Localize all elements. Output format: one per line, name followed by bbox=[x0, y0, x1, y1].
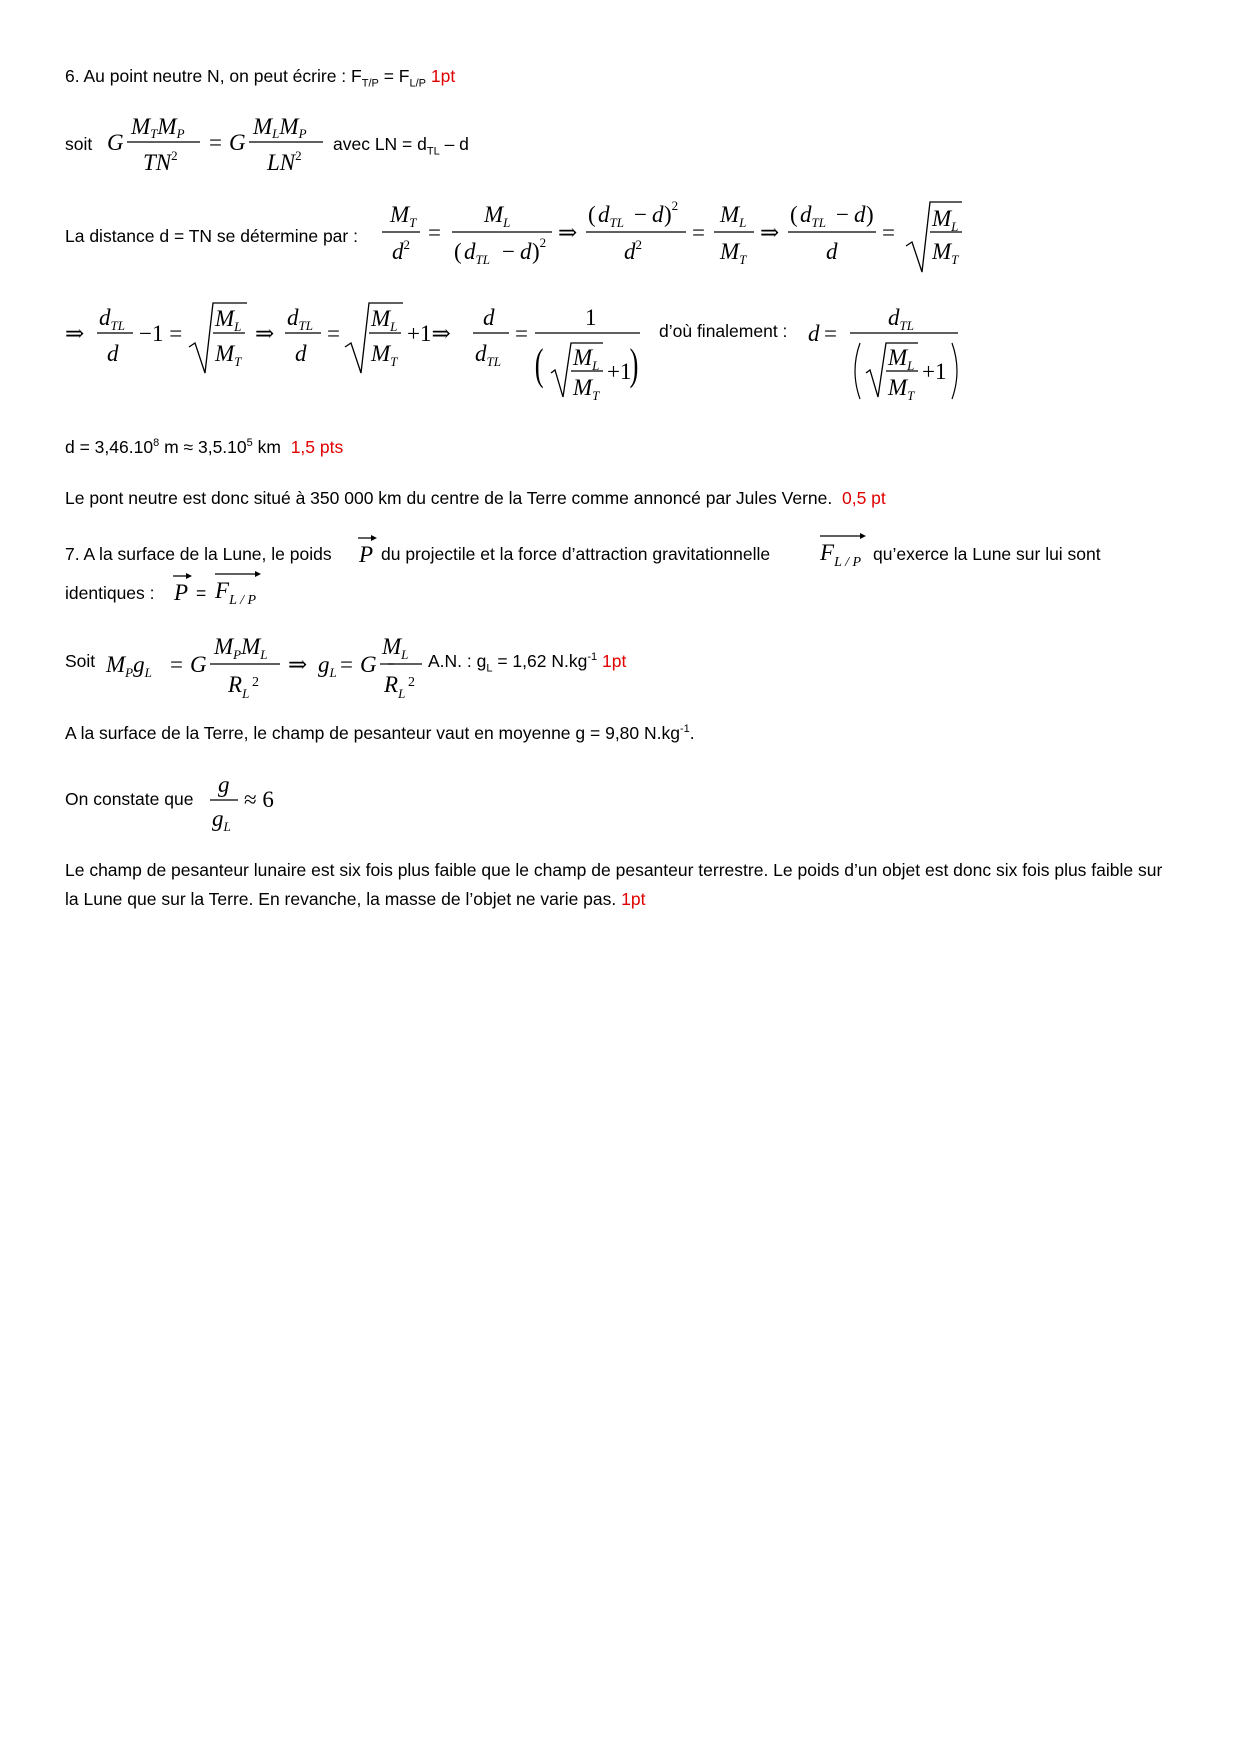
result-b: m ≈ 3,5.10 bbox=[159, 437, 247, 457]
svg-text:=: = bbox=[209, 130, 222, 155]
svg-text:MT: $M_T$ bbox=[390, 202, 417, 230]
equation-gravitational-equality bbox=[105, 110, 330, 176]
svg-text:)2: )$^2$ bbox=[532, 235, 547, 264]
svg-text:(: ( bbox=[454, 239, 462, 264]
equals: = bbox=[378, 66, 399, 86]
svg-text:=: = bbox=[327, 321, 340, 346]
svg-text:ML: $M_L$ bbox=[484, 202, 511, 230]
q7-intro-b: du projectile et la force d’attraction gravitationnelle bbox=[381, 544, 771, 564]
svg-text:)2: )$^2$ bbox=[664, 198, 679, 227]
soit-label: soit bbox=[65, 134, 93, 154]
svg-text:(: ( bbox=[534, 340, 544, 389]
svg-text:=: = bbox=[428, 220, 441, 245]
svg-text:): ) bbox=[866, 202, 874, 227]
result-exp2: 5 bbox=[246, 437, 253, 450]
svg-text:⇒: ⇒ bbox=[65, 321, 85, 346]
earth-exp: -1 bbox=[680, 723, 690, 736]
force-tp-sub: T/P bbox=[361, 77, 379, 90]
equation-distance-derivation bbox=[380, 196, 970, 276]
svg-text:g: g bbox=[218, 772, 230, 797]
svg-text:ML: $M_L$ bbox=[932, 206, 959, 234]
svg-text:dTL: $d_{TL}$ bbox=[99, 305, 125, 333]
svg-text:G: G bbox=[190, 652, 207, 677]
avec-ln-sub: TL bbox=[426, 145, 440, 158]
q7-intro-a: 7. A la surface de la Lune, le poids bbox=[65, 544, 332, 564]
svg-text:≈ 6: ≈ 6 bbox=[244, 787, 274, 812]
svg-text:1: 1 bbox=[585, 305, 597, 330]
svg-text:G: G bbox=[107, 130, 124, 155]
svg-text:d: d bbox=[295, 341, 307, 366]
svg-text:−: − bbox=[836, 202, 849, 227]
svg-text:ML: $M_L$ bbox=[720, 202, 747, 230]
an-sub: L bbox=[486, 662, 493, 675]
svg-text:−: − bbox=[634, 202, 647, 227]
neutral-points: 0,5 pt bbox=[841, 488, 886, 508]
svg-text:(: ( bbox=[588, 202, 596, 227]
svg-text:MLMP: MLMP bbox=[253, 114, 307, 141]
svg-text:=: = bbox=[692, 220, 705, 245]
q7-intro-c: qu’exerce la Lune sur lui sont bbox=[873, 544, 1101, 564]
svg-text:⇒: ⇒ bbox=[288, 652, 308, 677]
svg-text:MT: $M_T$ bbox=[720, 239, 747, 267]
q6-points: 1pt bbox=[430, 66, 456, 86]
svg-text:MTMP: MTMP bbox=[131, 114, 185, 141]
q6-intro-line bbox=[65, 66, 455, 90]
force-lp-vector bbox=[818, 528, 870, 572]
equation-moon-gravity-tail bbox=[384, 628, 428, 704]
avec-ln-b: – d bbox=[439, 134, 469, 154]
svg-text:−1 =: −1 = bbox=[139, 321, 183, 346]
svg-text:): ) bbox=[629, 340, 639, 389]
avec-ln-a: avec LN = d bbox=[333, 134, 427, 154]
finally-text: d’où finalement : bbox=[659, 321, 788, 341]
svg-text:MT: $M_T$ bbox=[215, 341, 242, 369]
svg-text:+1: +1 bbox=[607, 359, 632, 384]
svg-text:d: d bbox=[808, 321, 820, 346]
svg-text:d2: $d^2$ bbox=[624, 237, 642, 264]
svg-text:MPML: $M_PM_L$ bbox=[214, 634, 268, 662]
equation-ratio-steps bbox=[65, 295, 665, 407]
svg-text:ML: $M_L$ bbox=[371, 306, 398, 334]
an-b: = 1,62 N.kg bbox=[492, 651, 588, 671]
svg-text:dTL: $d_{TL}$ bbox=[800, 202, 826, 230]
svg-text:gL: $g_L$ bbox=[212, 806, 231, 834]
conclusion-points: 1pt bbox=[621, 889, 646, 909]
q7-ident-a: identiques : bbox=[65, 583, 155, 603]
svg-text:d: d bbox=[107, 341, 119, 366]
svg-text:P: P bbox=[359, 542, 374, 567]
force-lp: F bbox=[398, 66, 410, 86]
svg-text:G: G bbox=[360, 652, 377, 677]
distance-text: La distance d = TN se détermine par : bbox=[65, 226, 358, 246]
force-tp: F bbox=[351, 66, 362, 86]
svg-text:⇒: ⇒ bbox=[255, 321, 275, 346]
svg-text:dTL: $d_{TL}$ bbox=[287, 305, 313, 333]
an-a: A.N. : g bbox=[428, 651, 487, 671]
svg-text:d2: $d^2$ bbox=[392, 237, 410, 264]
earth-a: A la surface de la Terre, le champ de pesanteur vaut en moyenne g = 9,80 N.kg bbox=[65, 723, 680, 743]
svg-text:ML: $M_L$ bbox=[382, 634, 409, 662]
svg-text:dTL: $d_{TL}$ bbox=[464, 239, 490, 267]
svg-text:−: − bbox=[502, 239, 515, 264]
svg-text:d: d bbox=[483, 305, 495, 330]
svg-text:+1⇒: +1⇒ bbox=[407, 321, 451, 346]
svg-text:dTL: $d_{TL}$ bbox=[888, 305, 914, 333]
constate-text: On constate que bbox=[65, 789, 194, 809]
an-exp: -1 bbox=[587, 651, 598, 664]
svg-text:=: = bbox=[170, 652, 183, 677]
svg-text:LN2: $LN^2$ bbox=[267, 148, 302, 175]
svg-text:TN2: $TN^2$ bbox=[143, 148, 178, 175]
neutral-text: Le pont neutre est donc situé à 350 000 km du centre de la Terre comme annoncé par Jules Verne. bbox=[65, 488, 833, 508]
svg-text:(: ( bbox=[790, 202, 798, 227]
avec-ln-text bbox=[333, 134, 469, 158]
conclusion-paragraph bbox=[65, 856, 1175, 914]
svg-text:RL: $R_L$ bbox=[228, 672, 250, 701]
q7-soit: Soit bbox=[65, 651, 96, 671]
svg-text:dTL: $d_{TL}$ bbox=[475, 341, 501, 369]
svg-text:d: d bbox=[826, 239, 838, 264]
force-lp-vector-2 bbox=[213, 566, 265, 610]
svg-text:ML: $M_L$ bbox=[215, 306, 242, 334]
result-exp1: 8 bbox=[153, 437, 160, 450]
result-c: km bbox=[252, 437, 281, 457]
an-points: 1pt bbox=[602, 651, 627, 671]
svg-text:FL / P: $F_{L / P}$ bbox=[820, 540, 862, 570]
svg-text:P: P bbox=[174, 580, 189, 605]
svg-text:MT: $M_T$ bbox=[888, 375, 915, 403]
result-line bbox=[65, 437, 343, 458]
svg-text:d: d bbox=[520, 239, 532, 264]
svg-text:ML: $M_L$ bbox=[573, 345, 600, 373]
svg-text:dTL: $d_{TL}$ bbox=[598, 202, 624, 230]
svg-text:MT: $M_T$ bbox=[371, 341, 398, 369]
equation-ratio-g bbox=[206, 770, 286, 834]
svg-text:+1: +1 bbox=[922, 359, 947, 384]
q7-ident-eq: = bbox=[196, 583, 207, 603]
result-points: 1,5 pts bbox=[290, 437, 344, 457]
svg-text:2: 2 bbox=[252, 675, 259, 690]
an-line bbox=[428, 651, 626, 675]
q6-intro: 6. Au point neutre N, on peut écrire : bbox=[65, 66, 352, 86]
equation-moon-gravity bbox=[104, 628, 409, 704]
svg-text:⇒: ⇒ bbox=[558, 220, 578, 245]
svg-text:MT: $M_T$ bbox=[573, 375, 600, 403]
svg-text:d: d bbox=[652, 202, 664, 227]
conclusion-text: Le champ de pesanteur lunaire est six fois plus faible que le champ de pesanteur terrestre. Le poids d’un objet est donc six fois plus faible sur la Lune que sur la Terre. En revanche, la masse de l’objet ne varie pas. bbox=[65, 860, 1163, 909]
svg-text:2: 2 bbox=[408, 675, 415, 690]
svg-text:=: = bbox=[882, 220, 895, 245]
svg-text:⇒: ⇒ bbox=[760, 220, 780, 245]
svg-text:MT: $M_T$ bbox=[932, 239, 959, 267]
force-lp-sub: L/P bbox=[409, 77, 427, 90]
svg-text:G: G bbox=[229, 130, 246, 155]
earth-b: . bbox=[689, 723, 695, 743]
svg-text:ML: $M_L$ bbox=[888, 345, 915, 373]
svg-text:=: = bbox=[515, 321, 528, 346]
svg-text:=: = bbox=[340, 652, 353, 677]
svg-text:MPgL: $M_Pg_L$ bbox=[106, 652, 152, 680]
svg-text:=: = bbox=[824, 321, 837, 346]
svg-text:gL: $g_L$ bbox=[318, 652, 337, 680]
neutral-point-line bbox=[65, 488, 886, 509]
result-a: d = 3,46.10 bbox=[65, 437, 154, 457]
svg-text:FL / P: $F_{L / P}$ bbox=[215, 578, 257, 608]
earth-line bbox=[65, 723, 695, 744]
equation-final-distance bbox=[806, 295, 966, 407]
svg-text:d: d bbox=[854, 202, 866, 227]
svg-text:RL: $R_L$ bbox=[384, 672, 406, 701]
